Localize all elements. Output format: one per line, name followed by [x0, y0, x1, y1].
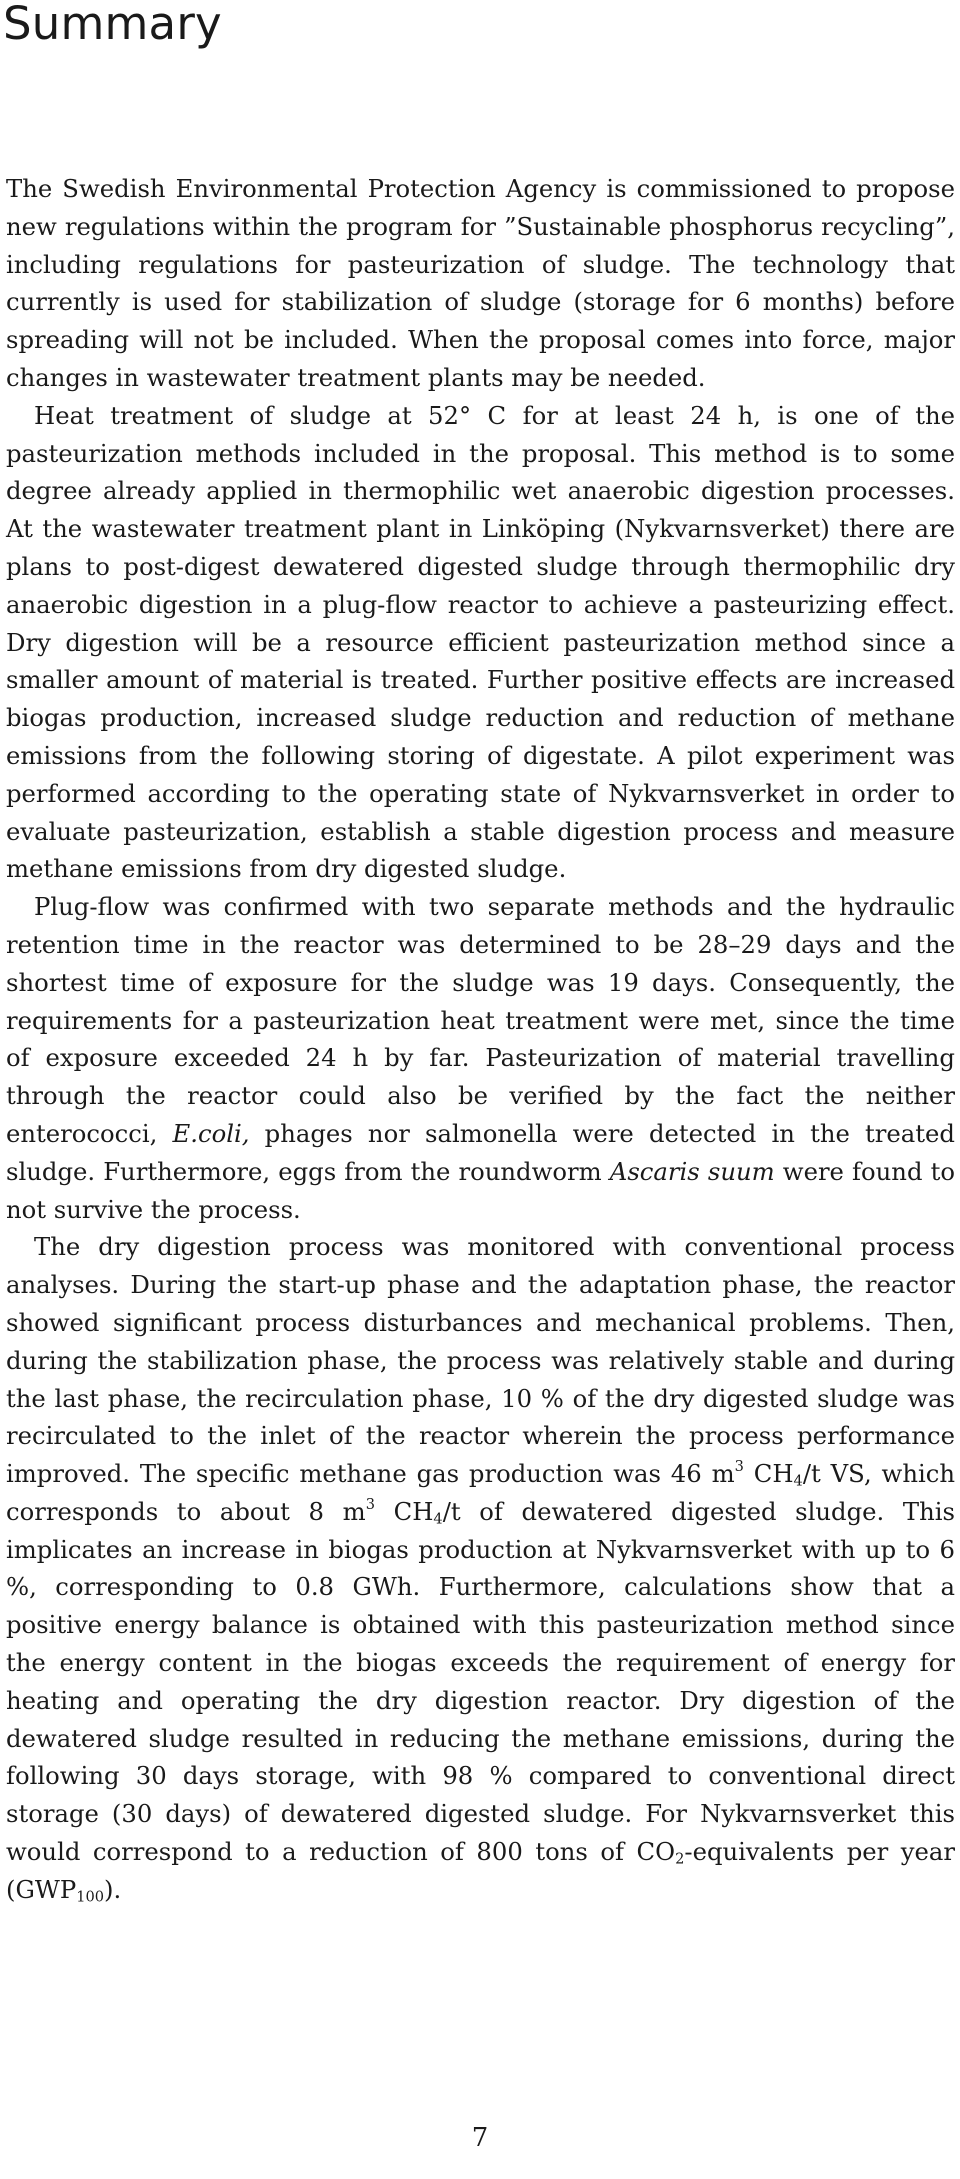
- paragraph: [6, 888, 955, 1228]
- italic-term: Ascaris suum: [609, 1156, 775, 1186]
- text-run: -equivalents per year (GWP: [6, 1837, 955, 1904]
- superscript: 3: [734, 1458, 744, 1476]
- text-run: Plug-flow was confirmed with two separate methods and the hydraulic retention time in the reactor was determined to be 28–29 days and the shortest time of exposure for the sludge was 19 days. Consequently, the requirements for a pasteurization heat treatment were met, since the time of exposure exceeded 24 h by far. Pasteurization of material travelling through the reactor could also be verified by the fact the neither enterococci,: [6, 892, 955, 1148]
- text-run: The Swedish Environmental Protection Agency is commissioned to propose new regulations within the program for ”Sustainable phosphorus recycling”, including regulations for pasteurization of sludge. The technology that currently is used for stabilization of sludge (storage for 6 months) before spreading will not be included. When the proposal comes into force, major changes in wastewater treatment plants may be needed.: [6, 174, 955, 392]
- text-run: Heat treatment of sludge at 52° C for at least 24 h, is one of the pasteurization methods included in the proposal. This method is to some degree already applied in thermophilic wet anaerobic digestion processes. At the wastewater treatment plant in Linköping (Nykvarnsverket) there are plans to post-digest dewatered digested sludge through thermophilic dry anaerobic digestion in a plug-flow reactor to achieve a pasteurizing effect. Dry digestion will be a resource efficient pasteurization method since a smaller amount of material is treated. Further positive effects are increased biogas production, increased sludge reduction and reduction of methane emissions from the following storing of digestate. A pilot experiment was performed according to the operating state of Nykvarnsverket in order to evaluate pasteurization, establish a stable digestion process and measure methane emissions from dry digested sludge.: [6, 400, 955, 884]
- subscript: 4: [433, 1510, 443, 1528]
- text-run: CH: [374, 1496, 434, 1526]
- page-number: 7: [471, 2123, 489, 2153]
- superscript: 3: [365, 1495, 375, 1513]
- text-run: phages nor salmonella were detected in the treated sludge. Furthermore, eggs from the roundworm: [6, 1118, 955, 1186]
- subscript: 2: [675, 1850, 685, 1868]
- text-run: The dry digestion process was monitored with conventional process analyses. During the start-up phase and the adaptation phase, the reactor showed significant process disturbances and mechanical problems. Then, during the stabilization phase, the process was relatively stable and during the last phase, the recirculation phase, 10 % of the dry digested sludge was recirculated to the inlet of the reactor wherein the process performance improved. The specific methane gas production was 46 m: [6, 1232, 955, 1489]
- text-run: /t VS, which corresponds to about 8 m: [6, 1459, 955, 1526]
- summary-body: [6, 170, 955, 1909]
- paragraph: [6, 1228, 955, 1908]
- text-run: were found to not survive the process.: [6, 1156, 955, 1224]
- paragraph: [6, 170, 955, 397]
- italic-term: E.coli,: [172, 1118, 250, 1148]
- text-run: ).: [104, 1874, 122, 1904]
- text-run: /t of dewatered digested sludge. This implicates an increase in biogas production at Nykvarnsverket with up to 6 %, corresponding to 0.8 GWh. Furthermore, calculations show that a positive energy balance is obtained with this pasteurization method since the energy content in the biogas exceeds the requirement of energy for heating and operating the dry digestion reactor. Dry digestion of the dewatered sludge resulted in reducing the methane emissions, during the following 30 days storage, with 98 % compared to conventional direct storage (30 days) of dewatered digested sludge. For Nykvarnsverket this would correspond to a reduction of 800 tons of CO: [6, 1496, 955, 1867]
- subscript: 100: [76, 1888, 105, 1906]
- text-run: CH: [743, 1459, 794, 1489]
- paragraph: [6, 397, 955, 888]
- page-title: Summary: [3, 0, 222, 50]
- subscript: 4: [793, 1472, 803, 1490]
